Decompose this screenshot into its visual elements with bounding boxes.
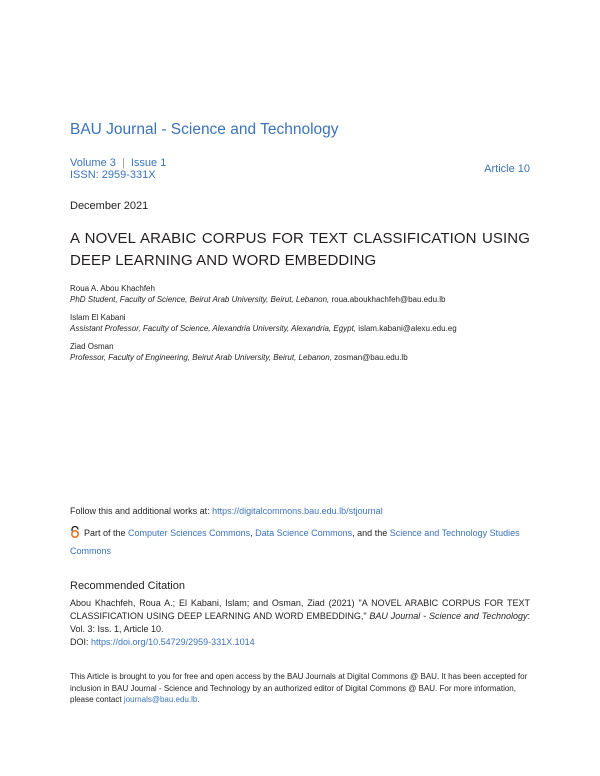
part-of-line bbox=[70, 525, 532, 559]
data-science-link[interactable]: Data Science Commons bbox=[255, 528, 353, 538]
issue-info bbox=[70, 157, 166, 181]
issn: ISSN: 2959-331X bbox=[70, 169, 156, 181]
author-name: Ziad Osman bbox=[70, 342, 114, 351]
author-name: Islam El Kabani bbox=[70, 313, 126, 322]
doi-label: DOI: bbox=[70, 637, 89, 647]
access-notice bbox=[70, 671, 530, 706]
follow-text: Follow this and additional works at: bbox=[70, 506, 210, 516]
author-name: Roua A. Abou Khachfeh bbox=[70, 284, 155, 293]
sep: , and the bbox=[352, 528, 388, 538]
citation-journal: BAU Journal - Science and Technology bbox=[369, 611, 528, 621]
collection-link[interactable]: https://digitalcommons.bau.edu.lb/stjournal bbox=[212, 506, 383, 516]
publication-date: December 2021 bbox=[70, 200, 149, 212]
citation-text bbox=[70, 597, 530, 649]
computer-sciences-link[interactable]: Computer Sciences Commons bbox=[128, 528, 251, 538]
author-email[interactable]: roua.aboukhachfeh@bau.edu.lb bbox=[331, 295, 446, 304]
author-affiliation: Professor, Faculty of Engineering, Beirut Arab University, Beirut, Lebanon, bbox=[70, 353, 332, 362]
author-block bbox=[70, 312, 457, 334]
issue-separator: | bbox=[121, 157, 125, 169]
sts-link[interactable]: Science and Technology Studies Commons bbox=[70, 528, 520, 556]
article-title[interactable]: A NOVEL ARABIC CORPUS FOR TEXT CLASSIFICATION USING DEEP LEARNING AND WORD EMBEDDING bbox=[70, 230, 530, 269]
partof-prefix: Part of the bbox=[84, 528, 126, 538]
volume-link[interactable]: Volume 3 bbox=[70, 157, 116, 169]
citation-heading: Recommended Citation bbox=[70, 580, 185, 592]
author-affiliation: PhD Student, Faculty of Science, Beirut Arab University, Beirut, Lebanon, bbox=[70, 295, 330, 304]
contact-email[interactable]: journals@bau.edu.lb bbox=[123, 695, 198, 704]
author-email[interactable]: islam.kabani@alexu.edu.eg bbox=[358, 324, 457, 333]
sep: , bbox=[250, 528, 253, 538]
open-access-icon bbox=[70, 526, 80, 543]
citation-main: Abou Khachfeh, Roua A.; El Kabani, Islam; and Osman, Ziad (2021) "A NOVEL ARABIC CORPUS FOR TEXT CLASSIFICATION USING DEEP LEARNING AND WORD EMBEDDING," bbox=[70, 598, 530, 621]
author-block bbox=[70, 341, 408, 363]
author-email[interactable]: zosman@bau.edu.lb bbox=[334, 353, 408, 362]
follow-line bbox=[70, 506, 383, 516]
article-number[interactable]: Article 10 bbox=[484, 163, 530, 175]
notice-end: . bbox=[197, 695, 200, 704]
author-block bbox=[70, 283, 445, 305]
author-affiliation: Assistant Professor, Faculty of Science, Alexandria University, Alexandria, Egypt, bbox=[70, 324, 357, 333]
citation-vol: : Vol. 3: Iss. 1, Article 10. bbox=[70, 611, 530, 634]
notice-text: This Article is brought to you for free and open access by the BAU Journals at Digital Commons @ BAU. It has been accepted for inclusion in BAU Journal - Science and Technology by an authorized editor of Digital Commons @ BAU. For more information, please contact bbox=[70, 672, 528, 704]
issue-link[interactable]: Issue 1 bbox=[130, 157, 167, 169]
journal-title[interactable]: BAU Journal - Science and Technology bbox=[70, 121, 339, 138]
doi-link[interactable]: https://doi.org/10.54729/2959-331X.1014 bbox=[91, 637, 255, 647]
